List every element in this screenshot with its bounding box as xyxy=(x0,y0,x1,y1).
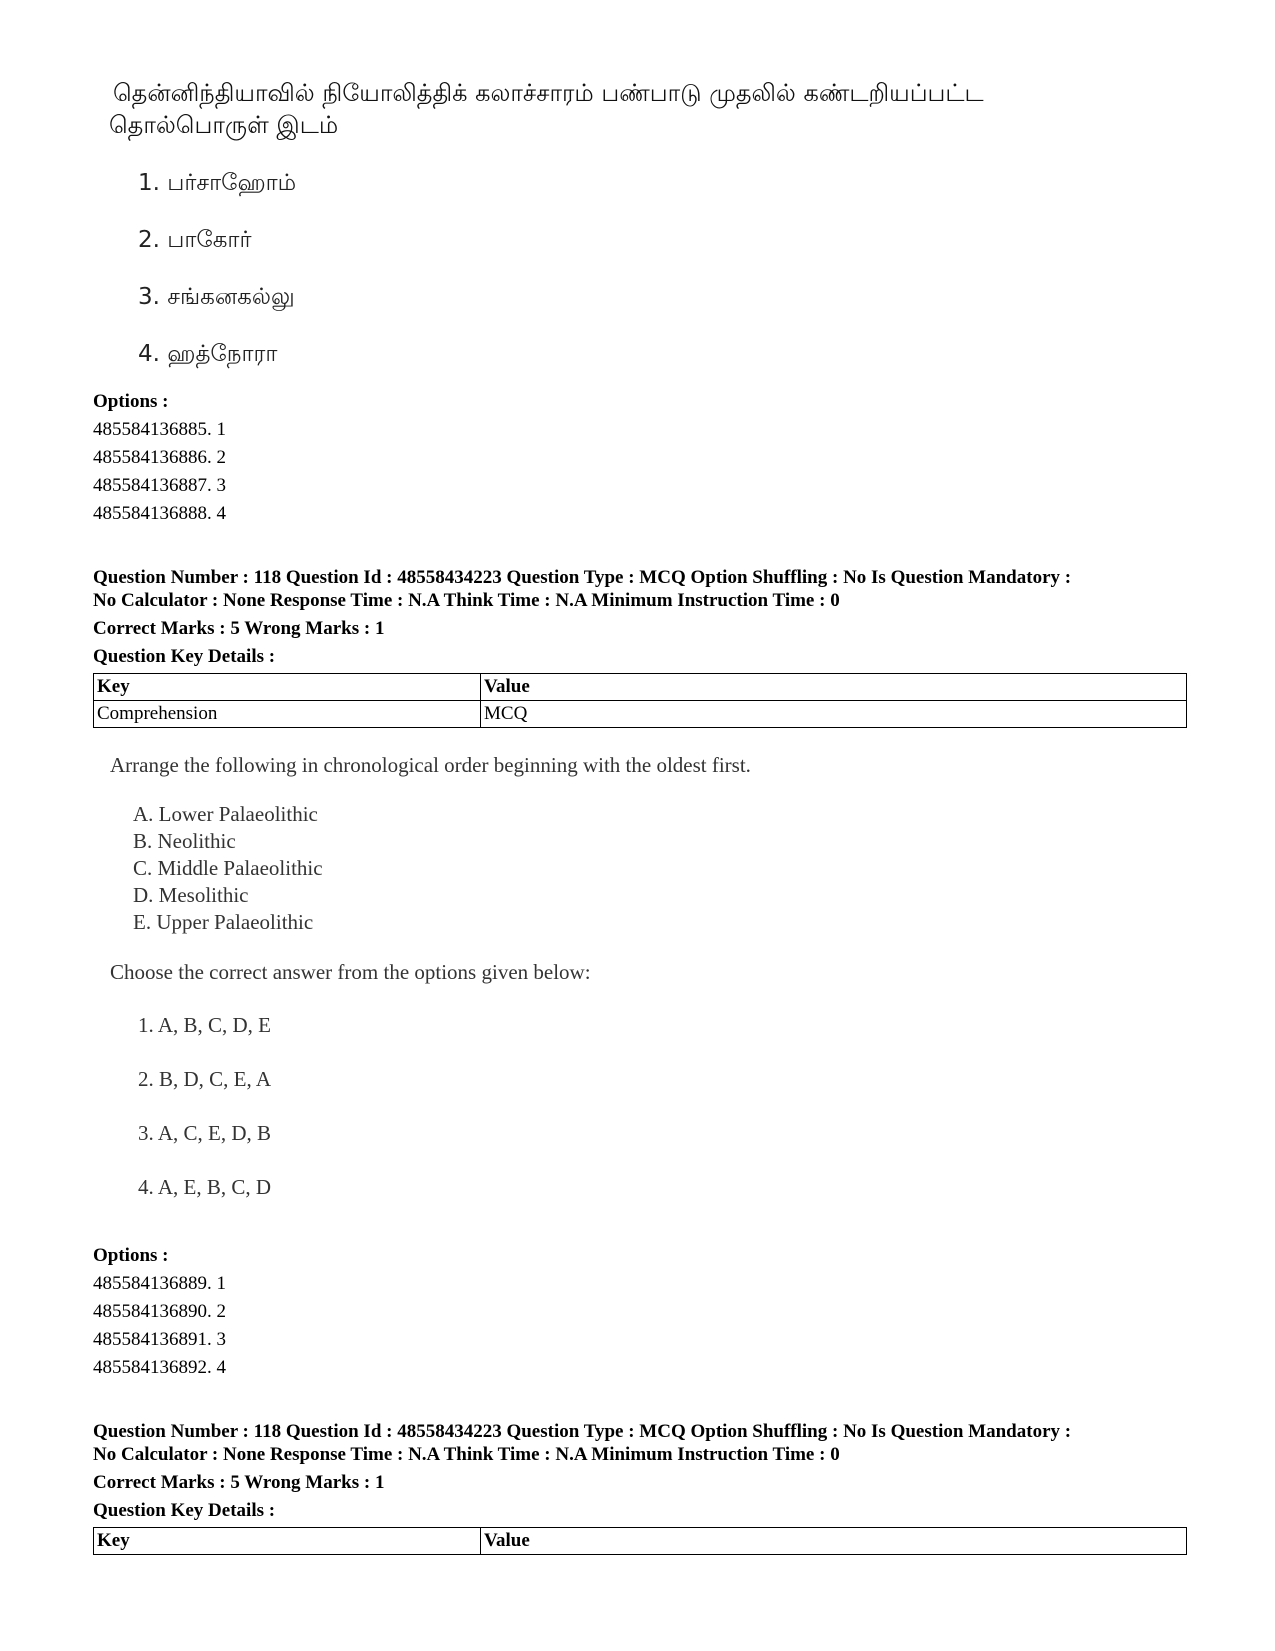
question2-meta-line2: No Calculator : None Response Time : N.A Think Time : N.A Minimum Instruction Time : 0 xyxy=(93,590,840,611)
question1-option-3: 485584136887. 3 xyxy=(93,475,226,496)
question1-option-4: 485584136888. 4 xyxy=(93,503,226,524)
table-header-key: Key xyxy=(94,674,481,701)
question2-option-1: 485584136889. 1 xyxy=(93,1273,226,1294)
question1-text-line2: தொல்பொருள் இடம் xyxy=(109,111,339,139)
table-row xyxy=(94,701,1187,728)
question1-options-label: Options : xyxy=(93,391,169,412)
question1-choice-1: 1. பர்சாஹோம் xyxy=(138,170,297,196)
question2-key-details-label: Question Key Details : xyxy=(93,646,276,667)
table-header-value: Value xyxy=(481,1528,1187,1555)
question2-option-4: 485584136892. 4 xyxy=(93,1357,226,1378)
question3-meta-line2: No Calculator : None Response Time : N.A Think Time : N.A Minimum Instruction Time : 0 xyxy=(93,1444,840,1465)
question2-choice-1: 1. A, B, C, D, E xyxy=(138,1013,272,1037)
question2-item-a: A. Lower Palaeolithic xyxy=(133,802,318,826)
question2-item-d: D. Mesolithic xyxy=(133,883,249,907)
table-header-value: Value xyxy=(481,674,1187,701)
question2-marks: Correct Marks : 5 Wrong Marks : 1 xyxy=(93,618,385,639)
question1-option-1: 485584136885. 1 xyxy=(93,419,226,440)
table-cell-value: MCQ xyxy=(481,701,1187,728)
question2-item-b: B. Neolithic xyxy=(133,829,236,853)
question2-prompt: Arrange the following in chronological order beginning with the oldest first. xyxy=(110,753,751,777)
question2-key-table xyxy=(93,673,1187,728)
table-header-row xyxy=(94,1528,1187,1555)
question2-item-c: C. Middle Palaeolithic xyxy=(133,856,323,880)
question1-choice-2: 2. பாகோர் xyxy=(138,227,252,253)
question3-marks: Correct Marks : 5 Wrong Marks : 1 xyxy=(93,1472,385,1493)
table-header-key: Key xyxy=(94,1528,481,1555)
question1-choice-4: 4. ஹத்நோரா xyxy=(138,341,278,367)
table-header-row xyxy=(94,674,1187,701)
question1-option-2: 485584136886. 2 xyxy=(93,447,226,468)
question2-meta-line1: Question Number : 118 Question Id : 48558434223 Question Type : MCQ Option Shuffling : No Is Question Mandatory : xyxy=(93,567,1072,588)
question3-key-details-label: Question Key Details : xyxy=(93,1500,276,1521)
table-cell-key: Comprehension xyxy=(94,701,481,728)
question2-option-3: 485584136891. 3 xyxy=(93,1329,226,1350)
question2-option-2: 485584136890. 2 xyxy=(93,1301,226,1322)
question2-choice-3: 3. A, C, E, D, B xyxy=(138,1121,272,1145)
question2-item-e: E. Upper Palaeolithic xyxy=(133,910,314,934)
question1-choice-3: 3. சங்கனகல்லு xyxy=(138,284,295,310)
question1-text-line1: தென்னிந்தியாவில் நியோலித்திக் கலாச்சாரம் பண்பாடு முதலில் கண்டறியப்பட்ட xyxy=(113,79,984,107)
question2-choice-2: 2. B, D, C, E, A xyxy=(138,1067,272,1091)
question3-meta-line1: Question Number : 118 Question Id : 48558434223 Question Type : MCQ Option Shuffling : No Is Question Mandatory : xyxy=(93,1421,1072,1442)
question3-key-table xyxy=(93,1527,1187,1555)
question2-choice-4: 4. A, E, B, C, D xyxy=(138,1175,272,1199)
question2-options-label: Options : xyxy=(93,1245,169,1266)
question2-instruction: Choose the correct answer from the options given below: xyxy=(110,960,591,984)
